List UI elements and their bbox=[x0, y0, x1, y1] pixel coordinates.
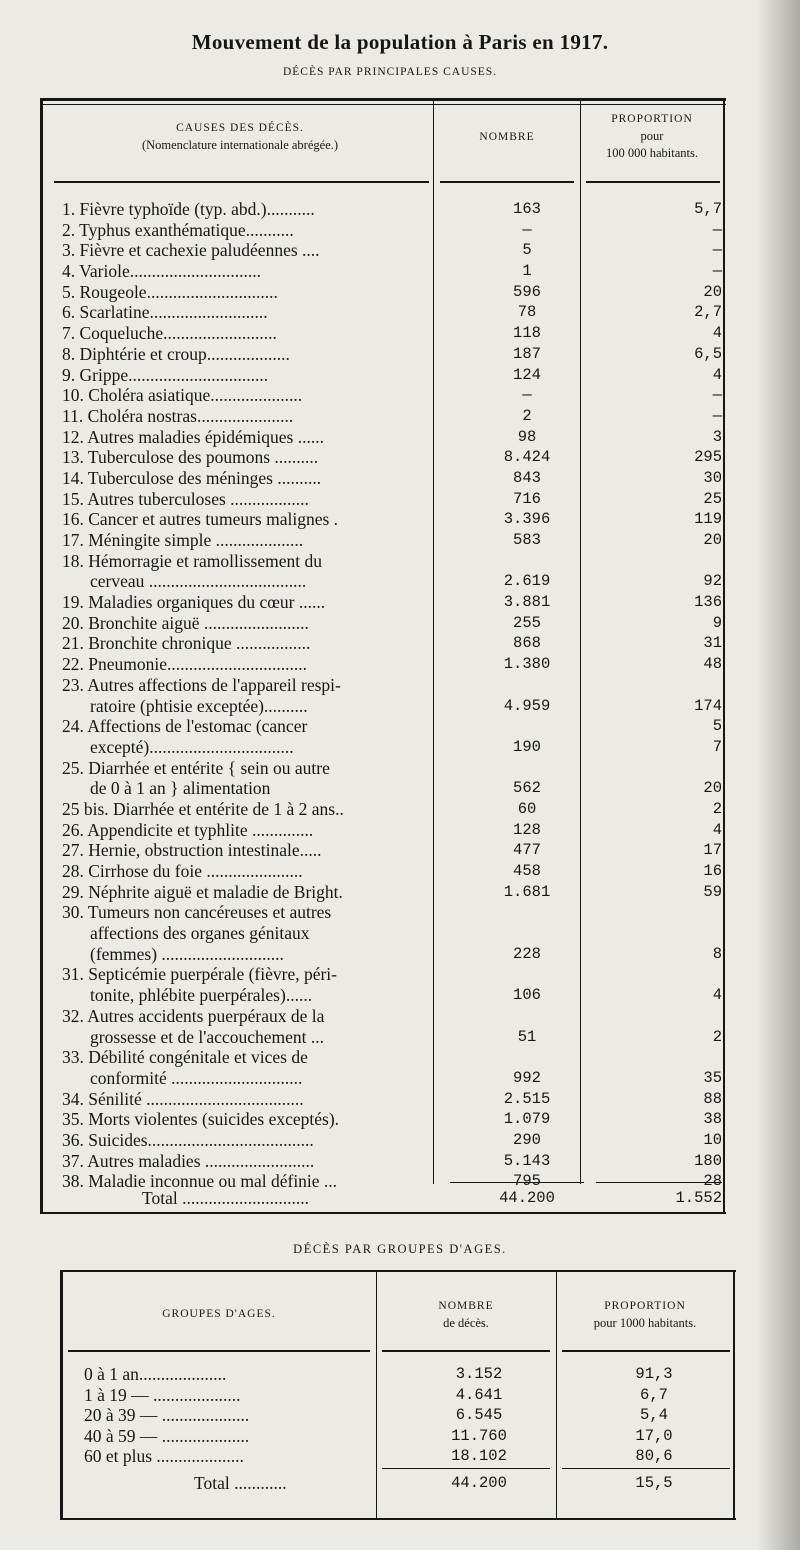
causes-rows bbox=[62, 199, 722, 1192]
cause-label: grossesse et de l'accouchement ... bbox=[90, 1026, 324, 1047]
table-row bbox=[62, 385, 722, 406]
table-row bbox=[62, 654, 722, 675]
ages-header-proportion-title: PROPORTION bbox=[604, 1300, 686, 1312]
table-row bbox=[62, 737, 722, 758]
cause-label: 24. Affections de l'estomac (cancer bbox=[62, 716, 308, 737]
cause-nombre: 187 bbox=[513, 344, 541, 363]
cause-nombre: 60 bbox=[517, 799, 537, 818]
cause-label: 6. Scarlatine........................... bbox=[62, 302, 268, 323]
cause-proportion: — bbox=[712, 241, 722, 260]
cause-label: 12. Autres maladies épidémiques ...... bbox=[62, 426, 324, 447]
cause-label: 1. Fièvre typhoïde (typ. abd.)........... bbox=[62, 199, 315, 219]
table-row bbox=[62, 840, 722, 861]
cause-label: 27. Hernie, obstruction intestinale..... bbox=[62, 840, 322, 861]
page-subtitle: DÉCÈS PAR PRINCIPALES CAUSES. bbox=[282, 66, 498, 78]
table-row bbox=[62, 861, 722, 882]
cause-nombre: 51 bbox=[517, 1027, 537, 1046]
cause-proportion: 4 bbox=[712, 324, 722, 343]
ages-header-nombre-sub: de décès. bbox=[443, 1316, 489, 1330]
cause-label: 17. Méningite simple .................... bbox=[62, 530, 304, 550]
table-row bbox=[62, 820, 722, 841]
cause-label: 16. Cancer et autres tumeurs malignes . bbox=[62, 509, 339, 530]
cause-nombre: 163 bbox=[513, 200, 541, 218]
cause-nombre: 2.619 bbox=[503, 572, 551, 591]
table-row bbox=[62, 716, 722, 737]
cause-nombre: 8.424 bbox=[503, 448, 551, 467]
cause-proportion: 8 bbox=[712, 944, 722, 963]
cause-nombre: 290 bbox=[513, 1130, 541, 1149]
cause-label: 22. Pneumonie................................ bbox=[62, 654, 307, 675]
cause-proportion: 4 bbox=[712, 986, 722, 1005]
cause-label: 37. Autres maladies ......................... bbox=[62, 1150, 315, 1171]
cause-nombre: 1.681 bbox=[503, 882, 551, 901]
table-row bbox=[62, 675, 722, 696]
ages-total-row bbox=[84, 1473, 724, 1494]
cause-proportion: 136 bbox=[694, 593, 722, 612]
cause-label: 11. Choléra nostras...................... bbox=[62, 405, 294, 426]
header-causes-note: (Nomenclature internationale abrégée.) bbox=[141, 138, 339, 152]
table-row bbox=[62, 199, 722, 220]
cause-label: affections des organes génitaux bbox=[90, 923, 310, 944]
cause-proportion: 2 bbox=[712, 799, 722, 818]
cause-nombre: 124 bbox=[513, 365, 541, 384]
cause-label: 5. Rougeole.............................. bbox=[62, 281, 278, 302]
table-row bbox=[62, 1027, 722, 1048]
cause-proportion: 180 bbox=[694, 1151, 722, 1170]
cause-proportion: — bbox=[712, 220, 722, 239]
causes-total-row bbox=[62, 1186, 722, 1210]
ages-header-groupes: GROUPES D'AGES. bbox=[162, 1308, 276, 1320]
ages-total-nombre: 44.200 bbox=[451, 1474, 507, 1492]
cause-nombre: 3.881 bbox=[503, 593, 551, 612]
cause-label: 35. Morts violentes (suicides exceptés). bbox=[62, 1109, 340, 1130]
ages-row bbox=[84, 1446, 724, 1467]
cause-label: 28. Cirrhose du foie ...................... bbox=[62, 861, 303, 881]
cause-label: 2. Typhus exanthématique........... bbox=[62, 219, 294, 240]
cause-proportion: 16 bbox=[703, 862, 722, 880]
ages-total-rule-2 bbox=[562, 1468, 730, 1469]
ages-top-border bbox=[60, 1270, 736, 1272]
cause-nombre: 106 bbox=[513, 986, 541, 1005]
ages-row bbox=[84, 1385, 724, 1406]
table-row bbox=[62, 985, 722, 1006]
ages-row bbox=[84, 1405, 724, 1426]
cause-label: cerveau .................................... bbox=[90, 571, 307, 592]
cause-nombre: 583 bbox=[513, 531, 541, 549]
cause-label: 15. Autres tuberculoses .................. bbox=[62, 488, 309, 509]
ages-nombre: 6.545 bbox=[455, 1406, 503, 1424]
cause-nombre: 255 bbox=[513, 613, 541, 632]
total-nombre: 44.200 bbox=[499, 1189, 555, 1207]
ages-header-nombre-title: NOMBRE bbox=[438, 1300, 494, 1312]
table-row bbox=[62, 530, 722, 551]
ages-proportion: 6,7 bbox=[640, 1385, 668, 1404]
ages-group-label: 1 à 19 — .................... bbox=[84, 1384, 241, 1405]
table-row bbox=[62, 427, 722, 448]
table-row bbox=[62, 344, 722, 365]
header-rule-3 bbox=[586, 181, 720, 183]
table-row bbox=[62, 799, 722, 820]
cause-label: excepté)................................. bbox=[90, 736, 294, 757]
table-top-border bbox=[40, 98, 726, 101]
cause-nombre: 477 bbox=[513, 841, 541, 860]
table-row bbox=[62, 758, 722, 779]
cause-label: 30. Tumeurs non cancéreuses et autres bbox=[62, 902, 332, 923]
cause-nombre: 5.143 bbox=[503, 1151, 551, 1170]
cause-proportion: 2,7 bbox=[694, 303, 722, 322]
cause-nombre: 795 bbox=[513, 1172, 541, 1191]
cause-nombre: 4.959 bbox=[503, 696, 551, 715]
cause-label: 14. Tuberculose des méninges .......... bbox=[62, 467, 322, 488]
table-row bbox=[62, 902, 722, 923]
table-top-border-inner bbox=[40, 104, 726, 105]
header-rule-2 bbox=[440, 181, 574, 183]
ages-left-border bbox=[60, 1270, 63, 1520]
cause-label: 8. Diphtérie et croup................... bbox=[62, 343, 290, 364]
cause-label: 7. Coqueluche.......................... bbox=[62, 323, 277, 344]
table-row bbox=[62, 282, 722, 303]
page-title: Mouvement de la population à Paris en 1917. bbox=[191, 30, 609, 54]
cause-nombre: 716 bbox=[513, 489, 541, 508]
cause-nombre: 1.380 bbox=[503, 655, 551, 674]
ages-header-proportion bbox=[557, 1298, 733, 1332]
cause-label: (femmes) ............................ bbox=[90, 943, 284, 964]
table-row bbox=[62, 923, 722, 944]
cause-label: 38. Maladie inconnue ou mal définie ... bbox=[62, 1171, 338, 1192]
cause-proportion: 48 bbox=[703, 655, 722, 674]
table-row bbox=[62, 489, 722, 510]
table-row bbox=[62, 964, 722, 985]
table-bottom-border bbox=[40, 1212, 726, 1214]
ages-proportion: 17,0 bbox=[635, 1426, 673, 1445]
ages-group-label: 40 à 59 — .................... bbox=[84, 1425, 250, 1446]
cause-nombre: 5 bbox=[522, 241, 532, 260]
cause-proportion: 20 bbox=[703, 779, 722, 798]
cause-label: 18. Hémorragie et ramollissement du bbox=[62, 550, 322, 571]
ages-proportion: 91,3 bbox=[635, 1365, 673, 1383]
ages-total-rule-1 bbox=[382, 1468, 550, 1469]
cause-proportion: 4 bbox=[712, 820, 722, 839]
cause-proportion: 28 bbox=[703, 1172, 722, 1191]
table-row bbox=[62, 220, 722, 241]
header-proportion-base: 100 000 habitants. bbox=[605, 146, 698, 160]
cause-nombre: 118 bbox=[513, 324, 541, 343]
ages-nombre: 4.641 bbox=[455, 1385, 503, 1404]
cause-label: 13. Tuberculose des poumons .......... bbox=[62, 447, 319, 468]
ages-proportion: 80,6 bbox=[635, 1447, 673, 1465]
page-edge-shadow bbox=[756, 0, 800, 1550]
ages-row bbox=[84, 1364, 724, 1385]
cause-label: 36. Suicides...................................... bbox=[62, 1129, 314, 1150]
cause-label: 26. Appendicite et typhlite .............. bbox=[62, 819, 314, 840]
header-rule-1 bbox=[54, 181, 429, 183]
cause-nombre: — bbox=[522, 386, 532, 405]
table-row bbox=[62, 633, 722, 654]
cause-proportion: 20 bbox=[703, 282, 722, 301]
ages-nombre: 3.152 bbox=[455, 1365, 503, 1383]
cause-proportion: 30 bbox=[703, 468, 722, 487]
ages-nombre: 11.760 bbox=[451, 1426, 507, 1445]
table-row bbox=[62, 1006, 722, 1027]
table-row bbox=[62, 447, 722, 468]
cause-proportion: 5 bbox=[712, 717, 722, 736]
ages-header-nombre bbox=[377, 1298, 555, 1332]
cause-label: 29. Néphrite aiguë et maladie de Bright. bbox=[62, 881, 343, 902]
header-proportion-pour: pour bbox=[640, 129, 664, 143]
ages-header-rule-1 bbox=[68, 1350, 370, 1352]
cause-label: 31. Septicémie puerpérale (fièvre, péri- bbox=[62, 964, 338, 985]
ages-group-label: 60 et plus .................... bbox=[84, 1446, 244, 1466]
cause-proportion: 92 bbox=[703, 572, 722, 591]
header-nombre: NOMBRE bbox=[479, 131, 535, 143]
table-row bbox=[62, 696, 722, 717]
cause-proportion: 5,7 bbox=[694, 200, 722, 218]
ages-group-label: 20 à 39 — .................... bbox=[84, 1405, 250, 1425]
table-row bbox=[62, 1130, 722, 1151]
table-row bbox=[62, 571, 722, 592]
table-row bbox=[62, 1047, 722, 1068]
header-proportion-title: PROPORTION bbox=[611, 113, 693, 125]
cause-nombre: 78 bbox=[517, 303, 537, 322]
cause-nombre: 1 bbox=[522, 262, 532, 281]
ages-proportion: 5,4 bbox=[640, 1406, 668, 1424]
table-left-border bbox=[40, 98, 43, 1214]
table-row bbox=[62, 1151, 722, 1172]
ages-group-label: 0 à 1 an.................... bbox=[84, 1364, 227, 1384]
cause-proportion: 9 bbox=[712, 613, 722, 632]
cause-proportion: 10 bbox=[703, 1130, 722, 1149]
ages-header-rule-3 bbox=[562, 1350, 730, 1352]
table-row bbox=[62, 240, 722, 261]
table-row bbox=[62, 323, 722, 344]
table-row bbox=[62, 365, 722, 386]
table-row bbox=[62, 406, 722, 427]
cause-proportion: 17 bbox=[703, 841, 722, 860]
table-row bbox=[62, 613, 722, 634]
cause-proportion: 20 bbox=[703, 531, 722, 549]
table-row bbox=[62, 1068, 722, 1089]
cause-proportion: — bbox=[712, 386, 722, 405]
table-row bbox=[62, 882, 722, 903]
ages-row bbox=[84, 1426, 724, 1447]
header-proportion bbox=[581, 111, 723, 162]
header-causes-title: CAUSES DES DÉCÈS. bbox=[176, 122, 304, 134]
table-row bbox=[62, 778, 722, 799]
cause-proportion: 3 bbox=[712, 427, 722, 446]
cause-nombre: 2.515 bbox=[503, 1089, 551, 1108]
cause-nombre: 128 bbox=[513, 820, 541, 839]
header-causes bbox=[50, 120, 430, 154]
cause-label: conformité .............................. bbox=[90, 1067, 303, 1088]
cause-label: 19. Maladies organiques du cœur ...... bbox=[62, 592, 326, 613]
ages-total-label: Total ............ bbox=[194, 1473, 287, 1493]
cause-proportion: 38 bbox=[703, 1110, 722, 1129]
ages-nombre: 18.102 bbox=[451, 1447, 507, 1465]
table-row bbox=[62, 509, 722, 530]
table-row bbox=[62, 1109, 722, 1130]
cause-label: ratoire (phtisie exceptée).......... bbox=[90, 695, 308, 716]
cause-nombre: 3.396 bbox=[503, 510, 551, 529]
cause-proportion: — bbox=[712, 406, 722, 425]
cause-nombre: 228 bbox=[513, 944, 541, 963]
cause-proportion: 6,5 bbox=[694, 344, 722, 363]
cause-proportion: 4 bbox=[712, 365, 722, 384]
cause-label: 25 bis. Diarrhée et entérite de 1 à 2 ans.. bbox=[62, 798, 344, 819]
table-row bbox=[62, 551, 722, 572]
total-proportion: 1.552 bbox=[675, 1189, 722, 1207]
cause-label: 32. Autres accidents puerpéraux de la bbox=[62, 1005, 325, 1026]
total-label: Total ............................. bbox=[142, 1188, 309, 1208]
ages-bottom-border bbox=[60, 1518, 736, 1520]
cause-nombre: 562 bbox=[513, 779, 541, 798]
cause-label: de 0 à 1 an } alimentation bbox=[90, 778, 271, 799]
cause-label: 25. Diarrhée et entérite { sein ou autre bbox=[62, 757, 330, 778]
cause-nombre: 98 bbox=[517, 427, 537, 446]
ages-header-rule-2 bbox=[382, 1350, 550, 1352]
ages-total-proportion: 15,5 bbox=[635, 1474, 673, 1492]
cause-proportion: 35 bbox=[703, 1068, 722, 1087]
cause-label: 9. Grippe................................ bbox=[62, 364, 269, 385]
cause-label: 4. Variole.............................. bbox=[62, 261, 261, 282]
cause-label: 23. Autres affections de l'appareil respi- bbox=[62, 674, 341, 695]
cause-nombre: 843 bbox=[513, 468, 541, 487]
table-row bbox=[62, 468, 722, 489]
cause-proportion: 88 bbox=[703, 1089, 722, 1108]
cause-proportion: 7 bbox=[712, 737, 722, 756]
cause-proportion: 174 bbox=[694, 696, 722, 715]
cause-proportion: — bbox=[712, 262, 722, 281]
cause-proportion: 31 bbox=[703, 634, 722, 653]
cause-nombre: 868 bbox=[513, 634, 541, 653]
table-right-border bbox=[723, 98, 725, 1214]
cause-label: 10. Choléra asiatique..................... bbox=[62, 385, 303, 406]
cause-nombre: 190 bbox=[513, 737, 541, 756]
cause-proportion: 119 bbox=[694, 510, 722, 529]
table-row bbox=[62, 261, 722, 282]
cause-label: 21. Bronchite chronique ................. bbox=[62, 633, 311, 654]
table-row bbox=[62, 944, 722, 965]
cause-proportion: 2 bbox=[712, 1027, 722, 1046]
table-row bbox=[62, 302, 722, 323]
cause-nombre: 992 bbox=[513, 1068, 541, 1087]
cause-nombre: — bbox=[522, 220, 532, 239]
ages-right-border bbox=[733, 1270, 735, 1520]
cause-label: 20. Bronchite aiguë ........................ bbox=[62, 612, 309, 633]
cause-nombre: 458 bbox=[513, 862, 541, 880]
cause-proportion: 295 bbox=[694, 448, 722, 467]
cause-label: 34. Sénilité .................................... bbox=[62, 1088, 304, 1109]
cause-proportion: 25 bbox=[703, 489, 722, 508]
table-row bbox=[62, 592, 722, 613]
cause-nombre: 2 bbox=[522, 406, 532, 425]
ages-header-proportion-sub: pour 1000 habitants. bbox=[593, 1316, 697, 1330]
table-row bbox=[62, 1089, 722, 1110]
cause-nombre: 596 bbox=[513, 282, 541, 301]
cause-nombre: 1.079 bbox=[503, 1110, 551, 1129]
cause-proportion: 59 bbox=[703, 882, 722, 901]
cause-label: tonite, phlébite puerpérales)...... bbox=[90, 985, 313, 1006]
ages-section-title: DÉCÈS PAR GROUPES D'AGES. bbox=[293, 1242, 507, 1256]
cause-label: 33. Débilité congénitale et vices de bbox=[62, 1047, 308, 1068]
cause-label: 3. Fièvre et cachexie paludéennes .... bbox=[62, 240, 320, 261]
